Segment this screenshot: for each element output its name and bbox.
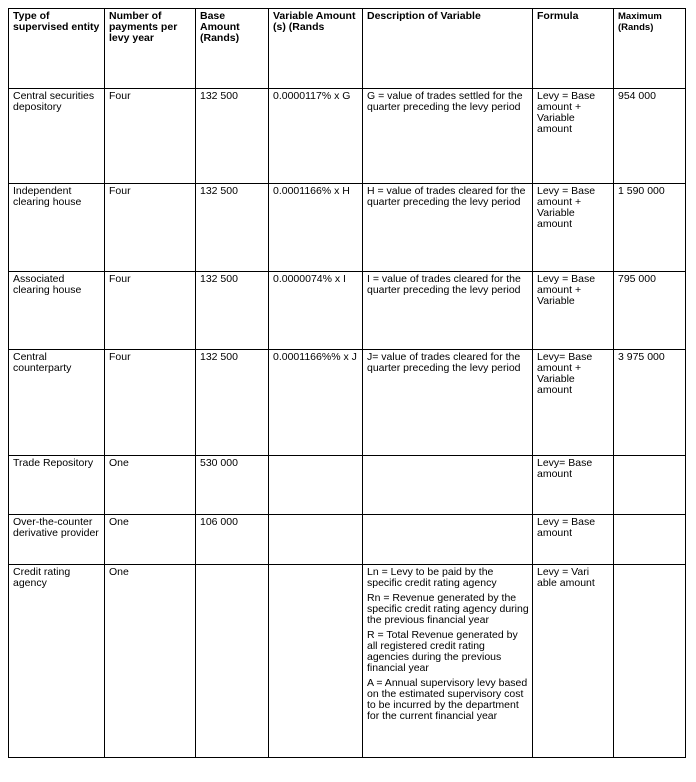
cell-base: 132 500 — [196, 272, 269, 350]
cell-entity: Independent clearing house — [9, 184, 105, 272]
cell-description — [363, 565, 533, 758]
cell-base: 132 500 — [196, 89, 269, 184]
cell-variable — [269, 456, 363, 515]
cell-variable — [269, 565, 363, 758]
cell-formula: Levy = Base amount — [533, 515, 614, 565]
header-description: Description of Variable — [363, 9, 533, 89]
cell-entity: Associated clearing house — [9, 272, 105, 350]
cell-variable: 0.0000074% x I — [269, 272, 363, 350]
cell-description — [363, 184, 533, 272]
cell-entity: Central securities depository — [9, 89, 105, 184]
cell-maximum: 954 000 — [614, 89, 686, 184]
cell-variable: 0.0000117% x G — [269, 89, 363, 184]
table-row — [9, 272, 686, 350]
description-line: J= value of trades cleared for the quarter preceding the levy period — [367, 351, 521, 374]
table-row — [9, 350, 686, 456]
cell-base: 106 000 — [196, 515, 269, 565]
header-row — [9, 9, 686, 89]
header-base: Base Amount (Rands) — [196, 9, 269, 89]
cell-formula: Levy= Base amount + Variable amount — [533, 350, 614, 456]
cell-entity: Over-the-counter derivative provider — [9, 515, 105, 565]
description-line: A = Annual supervisory levy based on the estimated supervisory cost to be incurred by the department for the current financial year — [367, 677, 528, 722]
description-line: I = value of trades cleared for the quarter preceding the levy period — [367, 273, 521, 296]
cell-payments: Four — [105, 350, 196, 456]
header-formula: Formula — [533, 9, 614, 89]
cell-entity: Central counterparty — [9, 350, 105, 456]
cell-maximum: 795 000 — [614, 272, 686, 350]
header-entity: Type of supervised entity — [9, 9, 105, 89]
cell-maximum — [614, 565, 686, 758]
cell-description — [363, 272, 533, 350]
header-payments: Number of payments per levy year — [105, 9, 196, 89]
cell-payments: One — [105, 456, 196, 515]
cell-entity: Trade Repository — [9, 456, 105, 515]
description-line: G = value of trades settled for the quarter preceding the levy period — [367, 90, 523, 113]
cell-base: 132 500 — [196, 184, 269, 272]
cell-entity: Credit rating agency — [9, 565, 105, 758]
cell-description — [363, 515, 533, 565]
levy-table — [8, 8, 686, 758]
table-row — [9, 89, 686, 184]
table-row — [9, 456, 686, 515]
cell-description — [363, 456, 533, 515]
cell-formula: Levy= Base amount — [533, 456, 614, 515]
cell-formula: Levy = Base amount + Variable amount — [533, 184, 614, 272]
description-line: H = value of trades cleared for the quarter preceding the levy period — [367, 185, 526, 208]
cell-description — [363, 350, 533, 456]
cell-base: 132 500 — [196, 350, 269, 456]
description-line: R = Total Revenue generated by all registered credit rating agencies during the previous financial year — [367, 629, 518, 674]
header-variable: Variable Amount (s) (Rands — [269, 9, 363, 89]
cell-variable: 0.0001166%% x J — [269, 350, 363, 456]
cell-description — [363, 89, 533, 184]
cell-payments: One — [105, 565, 196, 758]
cell-formula: Levy = Base amount + Variable amount — [533, 89, 614, 184]
description-line: Rn = Revenue generated by the specific credit rating agency during the previous financial year — [367, 592, 529, 626]
cell-maximum: 1 590 000 — [614, 184, 686, 272]
cell-maximum — [614, 515, 686, 565]
cell-formula: Levy = Vari able amount — [533, 565, 614, 758]
cell-base — [196, 565, 269, 758]
header-maximum: Maximum (Rands) — [614, 9, 686, 89]
cell-variable — [269, 515, 363, 565]
description-line: Ln = Levy to be paid by the specific credit rating agency — [367, 566, 497, 589]
cell-payments: Four — [105, 272, 196, 350]
table-row — [9, 565, 686, 758]
cell-payments: One — [105, 515, 196, 565]
table-row — [9, 184, 686, 272]
cell-maximum — [614, 456, 686, 515]
cell-formula: Levy = Base amount + Variable — [533, 272, 614, 350]
cell-variable: 0.0001166% x H — [269, 184, 363, 272]
cell-base: 530 000 — [196, 456, 269, 515]
cell-payments: Four — [105, 89, 196, 184]
table-row — [9, 515, 686, 565]
cell-maximum: 3 975 000 — [614, 350, 686, 456]
cell-payments: Four — [105, 184, 196, 272]
